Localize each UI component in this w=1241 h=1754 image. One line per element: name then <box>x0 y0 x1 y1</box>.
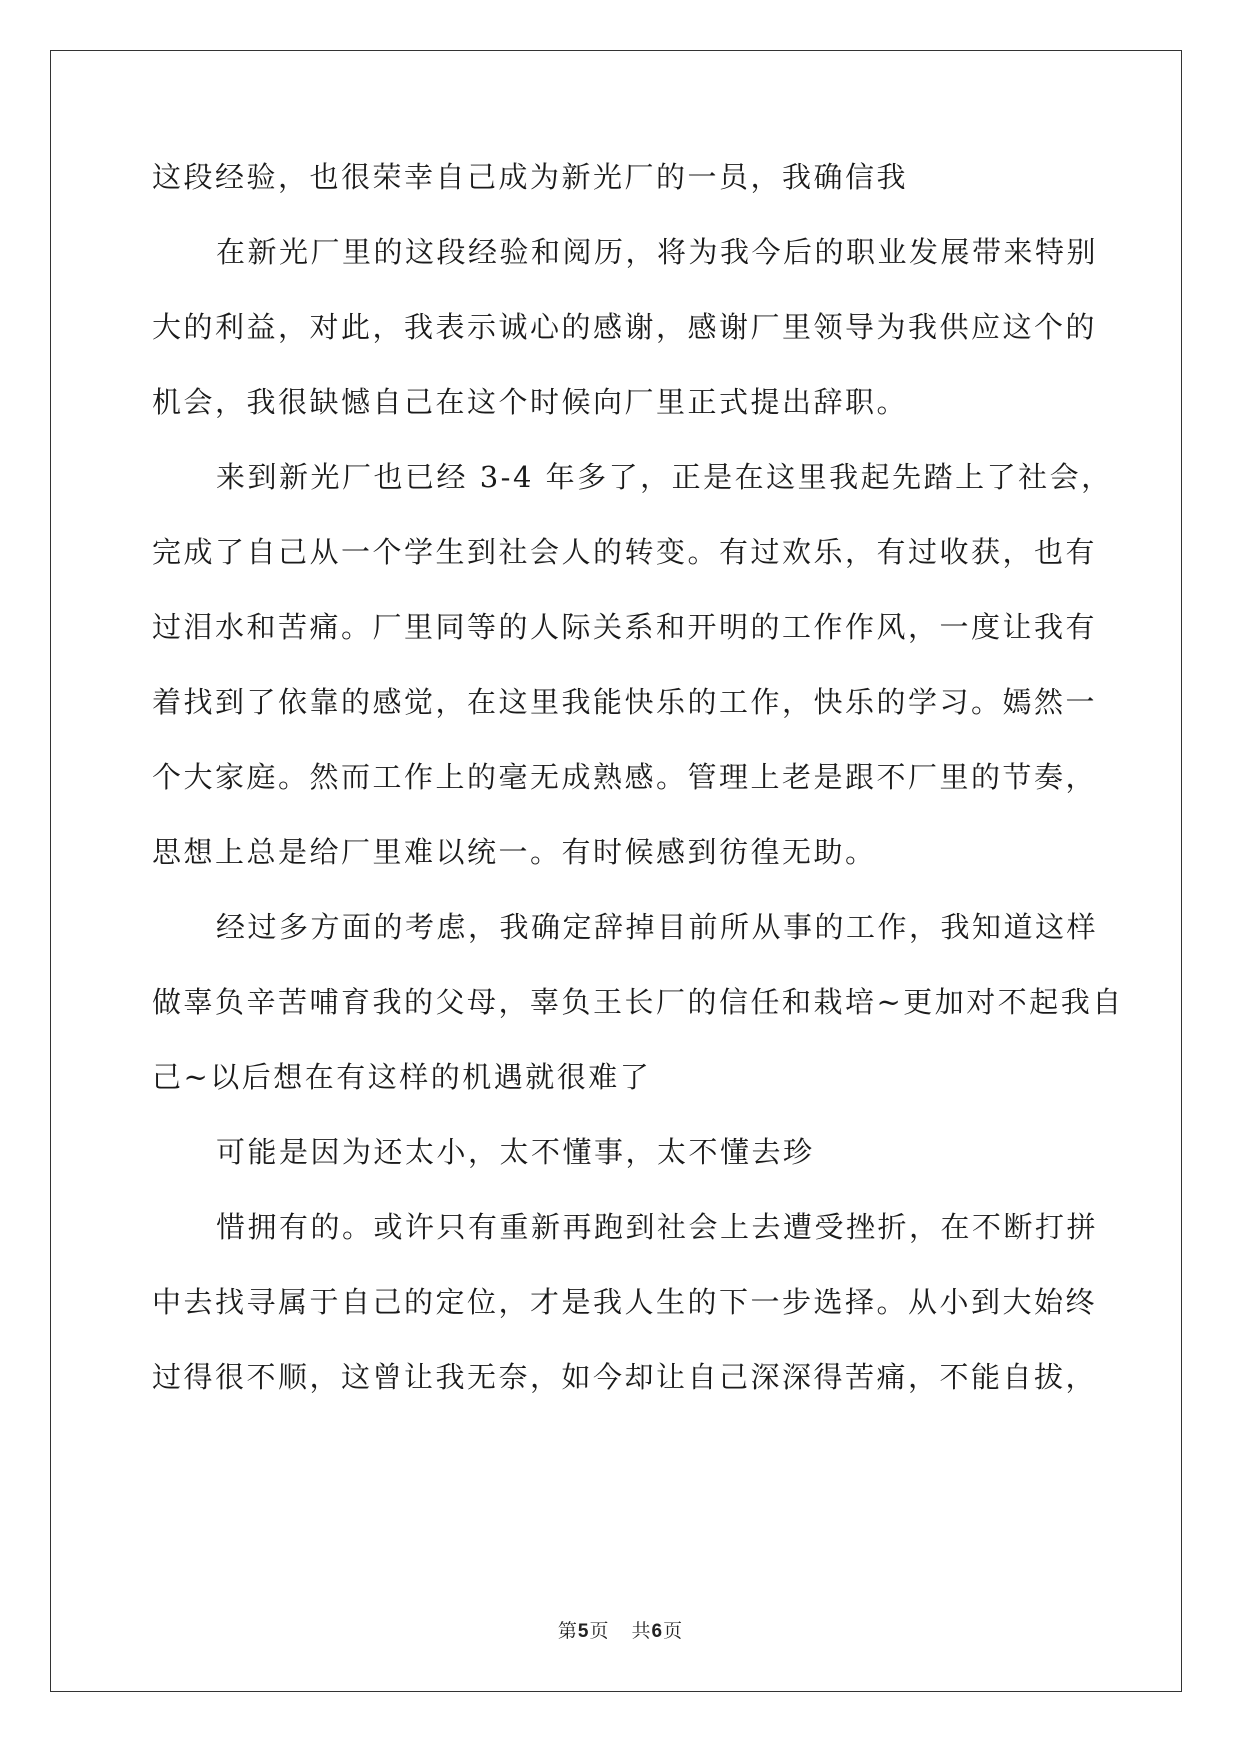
text-line: 这段经验，也很荣幸自己成为新光厂的一员，我确信我 <box>152 160 909 194</box>
footer-total-prefix: 共 <box>631 1620 652 1642</box>
text-line: 大的利益，对此，我表示诚心的感谢，感谢厂里领导为我供应这个的 <box>152 310 1098 344</box>
text-line: 可能是因为还太小，太不懂事，太不懂去珍 <box>216 1135 815 1169</box>
text-line: 经过多方面的考虑，我确定辞掉目前所从事的工作，我知道这样 <box>216 910 1099 944</box>
page-footer <box>0 1616 1241 1643</box>
text-line: 个大家庭。然而工作上的毫无成熟感。管理上老是跟不厂里的节奏， <box>152 760 1098 794</box>
footer-prefix: 第 <box>557 1620 578 1642</box>
current-page-number: 5 <box>577 1621 590 1642</box>
text-line: 过泪水和苦痛。厂里同等的人际关系和开明的工作作风，一度让我有 <box>152 610 1098 644</box>
text-line: 来到新光厂也已经 3-4 年多了，正是在这里我起先踏上了社会， <box>216 460 1113 494</box>
text-line: 惜拥有的。或许只有重新再跑到社会上去遭受挫折，在不断打拼 <box>216 1210 1099 1244</box>
text-line: 机会，我很缺憾自己在这个时候向厂里正式提出辞职。 <box>152 385 909 419</box>
footer-page-word: 页 <box>589 1620 610 1642</box>
text-line: 思想上总是给厂里难以统一。有时候感到彷徨无助。 <box>152 835 877 869</box>
text-line: 中去找寻属于自己的定位，才是我人生的下一步选择。从小到大始终 <box>152 1285 1098 1319</box>
document-body <box>152 160 1124 1435</box>
text-line: 己~以后想在有这样的机遇就很难了 <box>152 1060 652 1094</box>
text-line: 在新光厂里的这段经验和阅历，将为我今后的职业发展带来特别 <box>216 235 1099 269</box>
text-line: 完成了自己从一个学生到社会人的转变。有过欢乐，有过收获，也有 <box>152 535 1098 569</box>
total-pages-number: 6 <box>651 1621 664 1642</box>
text-line: 着找到了依靠的感觉，在这里我能快乐的工作，快乐的学习。嫣然一 <box>152 685 1098 719</box>
footer-total-suffix: 页 <box>663 1620 684 1642</box>
text-line: 过得很不顺，这曾让我无奈，如今却让自己深深得苦痛，不能自拔， <box>152 1360 1098 1394</box>
text-line: 做辜负辛苦哺育我的父母，辜负王长厂的信任和栽培~更加对不起我自 <box>152 985 1124 1019</box>
